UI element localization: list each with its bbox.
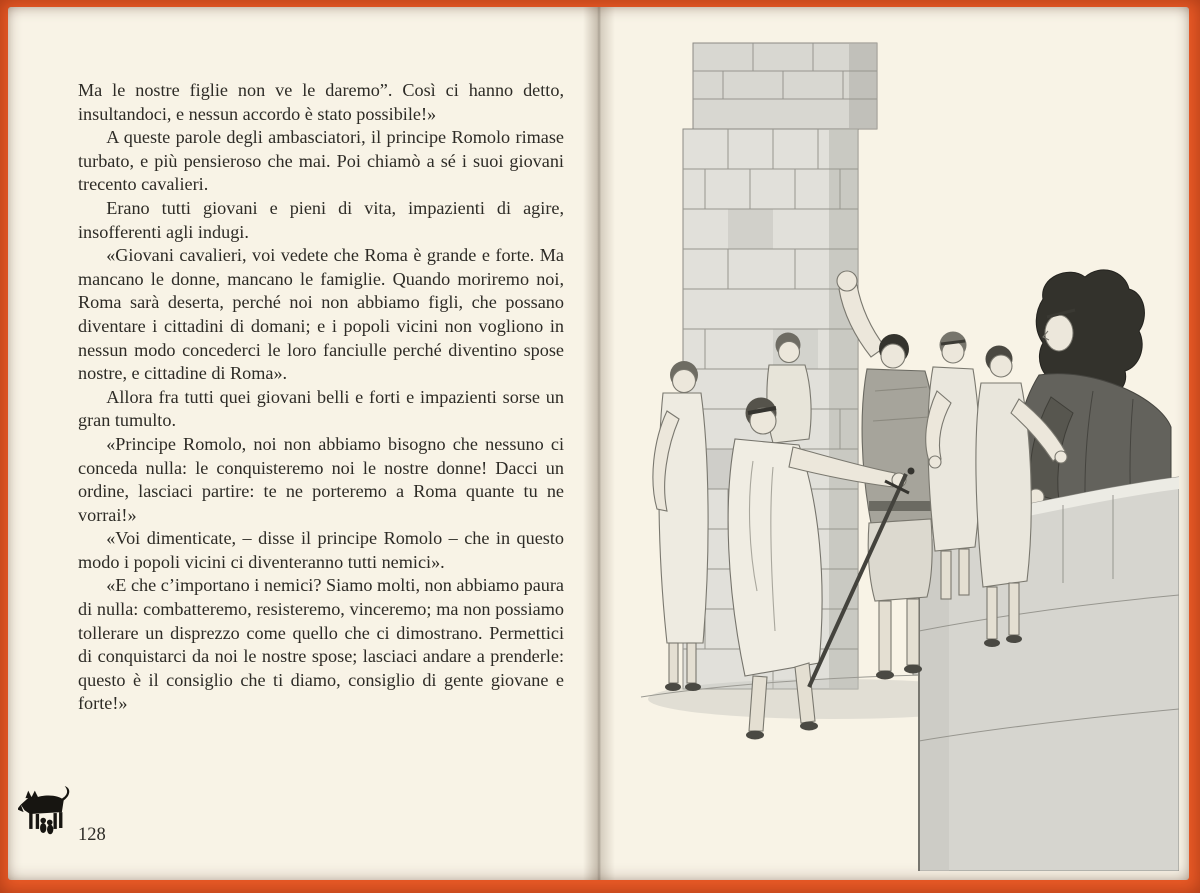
page-text [78,79,564,716]
paragraph: Ma le nostre figlie non ve le daremo”. Così ci hanno detto, insultandoci, e nessun accordo è stato possibile!» [78,80,564,124]
paragraph: «Voi dimenticate, – disse il principe Romolo – che in questo modo i popoli vicini ci diventeranno tutti nemici». [78,528,564,572]
youth-left [652,361,707,691]
paragraph: Erano tutti giovani e pieni di vita, impazienti di agire, insofferenti agli indugi. [78,197,564,242]
paragraph: «Giovani cavalieri, voi vedete che Roma è grande e forte. Ma mancano le donne, mancano le famiglie. Quando moriremo noi, Roma sarà deserta, perché noi non abbiamo figli, che possano diventare i cittadini di domani; e i popoli vicini non vogliono in nessun modo concederci le loro fanciulle perché diventino spose nostre, e cittadine di Roma». [78,245,564,384]
illustration [623,31,1179,871]
page-number: 128 [78,825,106,845]
paragraph: A queste parole degli ambasciatori, il principe Romolo rimase turbato, e più pensieroso che mai. Poi chiamò a sé i suoi giovani trecento cavalieri. [78,127,564,195]
paragraph: «E che c’importano i nemici? Siamo molti, non abbiamo paura di nulla: combatteremo, resisteremo, vinceremo; ma non possiamo tollerare un disprezzo come quello che ci dimostrano. Permettici di conquistarci da noi le nostre spose; lasciaci andare a prenderle: questo è il consiglio che ti diamo, consiglio di gente giovane e forte!» [78,575,564,714]
pages [8,7,1189,880]
gutter-shadow [583,7,615,880]
capitoline-wolf-icon [18,783,74,845]
right-page [599,7,1190,880]
left-page [8,7,599,880]
paragraph: Allora fra tutti quei giovani belli e forti e impazienti sorse un gran tumulto. [78,386,564,431]
paragraph: «Principe Romolo, noi non abbiamo bisogno che nessuno ci conceda nulla: le conquisteremo noi le nostre donne! Dacci un ordine, lasciaci partire: te ne porteremo a Roma quante tu ne vorrai!» [78,433,564,525]
